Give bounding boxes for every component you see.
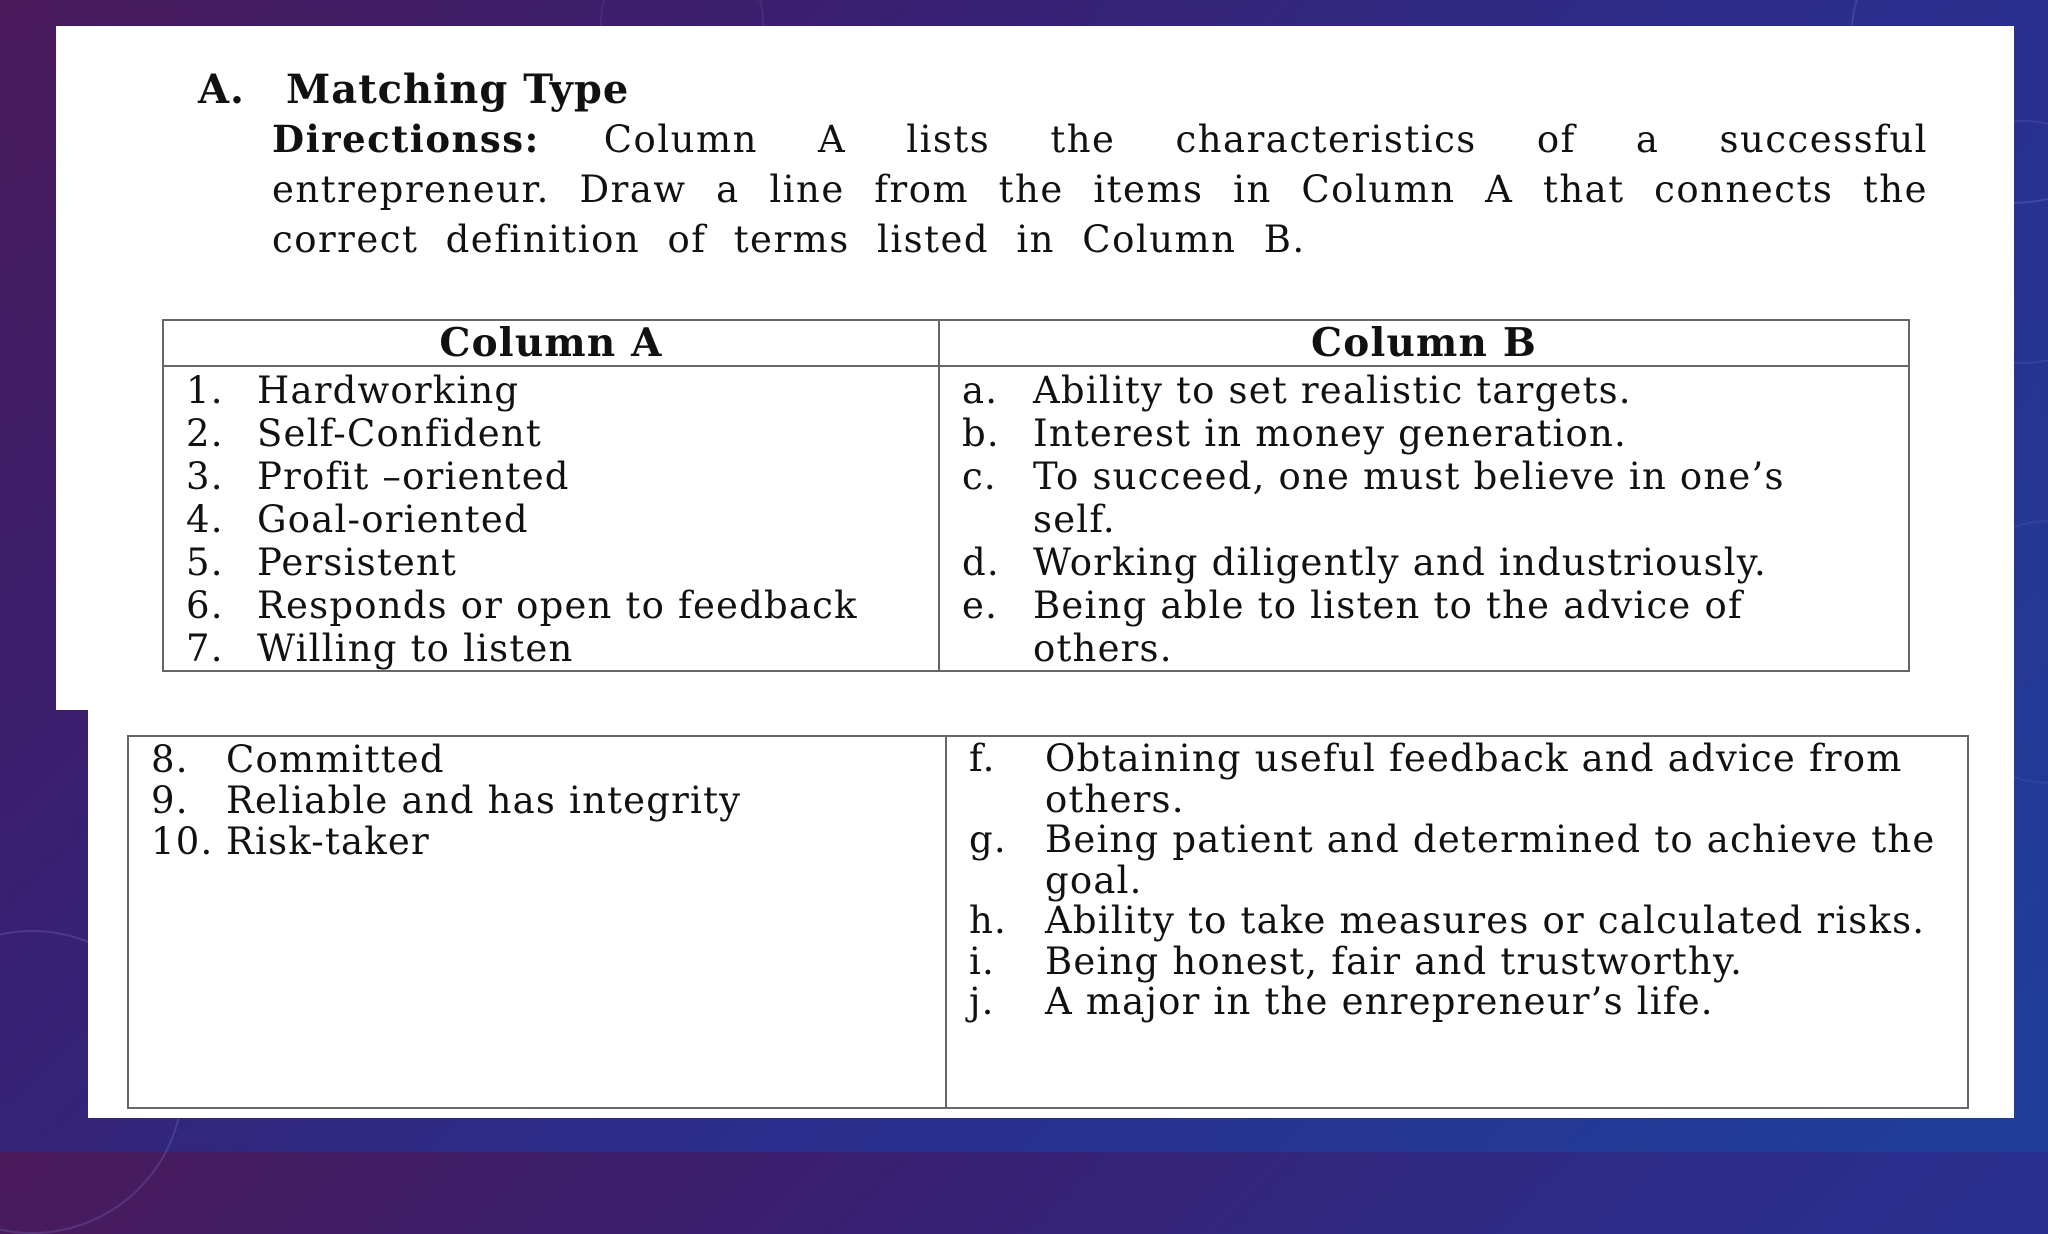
column-b-item-text: Ability to set realistic targets. <box>1033 369 1632 412</box>
column-a-item <box>151 780 945 821</box>
column-a-item-marker: 7. <box>186 627 224 670</box>
column-b-item <box>962 455 1878 541</box>
column-a-item-text: Committed <box>226 738 445 781</box>
column-b-item-marker: g. <box>969 818 1007 861</box>
directions-paragraph <box>272 114 1928 265</box>
column-b-cell <box>946 736 1968 1108</box>
section-letter: A. <box>198 66 245 113</box>
column-b-item <box>962 412 1878 455</box>
column-a-item-text: Profit –oriented <box>257 455 570 498</box>
matching-table-bottom <box>127 735 1969 1109</box>
column-a-item-marker: 3. <box>186 455 224 498</box>
column-b-item-marker: b. <box>962 412 1000 455</box>
column-b-item-marker: h. <box>969 899 1007 942</box>
column-b-item-text: Ability to take measures or calculated risks. <box>1045 899 1926 942</box>
column-b-item-text: Being able to listen to the advice of others. <box>1033 584 1743 670</box>
column-a-item <box>186 627 938 670</box>
column-b-item <box>969 820 1937 901</box>
column-b-list <box>969 739 1937 1023</box>
column-b-item <box>962 369 1878 412</box>
column-a-item <box>186 584 938 627</box>
column-a-item-text: Responds or open to feedback <box>257 584 858 627</box>
column-b-item-marker: d. <box>962 541 1000 584</box>
directions-label: Directionss: <box>272 117 540 161</box>
column-b-item <box>969 901 1937 942</box>
column-a-item <box>186 498 938 541</box>
matching-table-top <box>162 319 1910 672</box>
column-b-item <box>969 739 1937 820</box>
column-b-item-marker: f. <box>969 737 996 780</box>
column-a-list <box>186 369 938 670</box>
column-a-item-marker: 1. <box>186 369 224 412</box>
column-a-cell <box>163 366 939 671</box>
column-a-item <box>186 455 938 498</box>
column-b-item-marker: j. <box>969 980 995 1023</box>
column-a-item <box>186 369 938 412</box>
column-b-item-text: To succeed, one must believe in one’s self. <box>1033 455 1785 541</box>
column-b-item <box>969 939 1937 983</box>
column-b-list <box>962 369 1878 670</box>
column-b-item-marker: c. <box>962 455 997 498</box>
column-b-item-text: Obtaining useful feedback and advice from others. <box>1045 737 1903 821</box>
column-a-item-text: Reliable and has integrity <box>226 779 742 822</box>
column-a-list <box>151 739 945 862</box>
column-b-item-text: Being patient and determined to achieve the goal. <box>1045 818 1936 902</box>
column-a-item-text: Hardworking <box>257 369 520 412</box>
column-a-item-marker: 9. <box>151 779 189 822</box>
column-a-cell <box>128 736 946 1108</box>
column-b-header: Column B <box>939 320 1909 366</box>
column-a-item <box>151 821 945 862</box>
column-a-item-marker: 2. <box>186 412 224 455</box>
column-b-item-text: Interest in money generation. <box>1033 412 1628 455</box>
column-a-item-text: Persistent <box>257 541 458 584</box>
column-a-item-marker: 5. <box>186 541 224 584</box>
column-b-item <box>962 584 1878 670</box>
column-a-item <box>151 739 945 780</box>
column-a-header: Column A <box>163 320 939 366</box>
column-b-item-text: Being honest, fair and trustworthy. <box>1045 939 1744 983</box>
column-a-item <box>186 412 938 455</box>
column-b-item-marker: i. <box>969 939 995 983</box>
column-a-item-marker: 8. <box>151 738 189 781</box>
column-a-item-marker: 6. <box>186 584 224 627</box>
section-title: Matching Type <box>286 66 630 113</box>
column-b-item-text: A major in the enrepreneur’s life. <box>1045 980 1714 1023</box>
column-b-item-marker: e. <box>962 584 999 627</box>
column-a-item-marker: 4. <box>186 498 224 541</box>
column-a-item-text: Risk-taker <box>226 820 430 863</box>
section-heading <box>198 66 629 113</box>
column-a-item-text: Willing to listen <box>257 627 574 670</box>
column-a-item-text: Self-Confident <box>257 412 542 455</box>
column-b-item-marker: a. <box>962 369 999 412</box>
column-a-item-text: Goal-oriented <box>257 498 529 541</box>
column-b-item-text: Working diligently and industriously. <box>1033 541 1767 584</box>
column-a-item <box>186 541 938 584</box>
column-b-item <box>962 541 1878 584</box>
column-b-cell <box>939 366 1909 671</box>
directions-text: Column A lists the characteristics of a successful entrepreneur. Draw a line from the items in Column A that connects the correct definition of terms listed in Column B. <box>272 118 1928 261</box>
column-a-item-marker: 10. <box>151 820 214 863</box>
column-b-item <box>969 982 1937 1023</box>
